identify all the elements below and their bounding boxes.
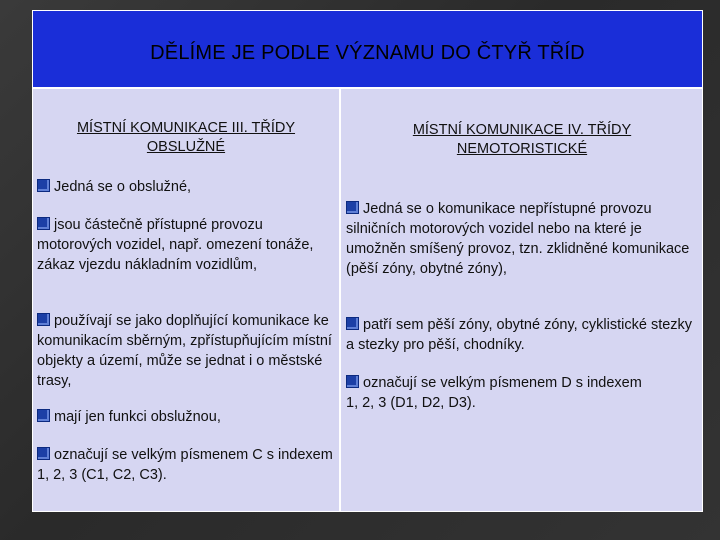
list-item-text: označují se velkým písmenem C s indexem 1, 2, 3 (C1, C2, C3). (37, 447, 333, 483)
list-item (37, 445, 335, 485)
column-title-line1: MÍSTNÍ KOMUNIKACE IV. TŘÍDY (412, 122, 632, 138)
list-item-text: jsou částečně přístupné provozu motorových vozidel, např. omezení tonáže, zákaz vjezdu nákladním vozidlům, (37, 217, 314, 273)
list-item (37, 407, 335, 427)
column-title-line2: OBSLUŽNÉ (146, 139, 226, 155)
list-item (346, 315, 698, 355)
checkbox-bullet-icon (346, 375, 359, 388)
list-item-text: patří sem pěší zóny, obytné zóny, cyklistické stezky a stezky pro pěší, chodníky. (346, 317, 693, 353)
column-title-line1: MÍSTNÍ KOMUNIKACE III. TŘÍDY (76, 120, 296, 136)
list-item-text: mají jen funkci obslužnou, (54, 409, 221, 425)
checkbox-bullet-icon (37, 313, 50, 326)
list-item (37, 311, 335, 391)
table-header (33, 11, 702, 89)
list-item (37, 177, 335, 197)
checkbox-bullet-icon (37, 179, 50, 192)
column-title-class-iv (346, 121, 698, 159)
column-title-class-iii (37, 119, 335, 157)
list-item-text: Jedná se o komunikace nepřístupné provozu silničních motorových vozidel nebo na které je umožněn smíšený provoz, tzn. zklidněné komunikace (pěší zóny, obytné zóny), (346, 201, 690, 277)
list-item-text: používají se jako doplňující komunikace ke komunikacím sběrným, zpřístupňujícím místní objekty a území, může se jednat i o městské trasy, (37, 313, 332, 389)
checkbox-bullet-icon (37, 217, 50, 230)
checkbox-bullet-icon (37, 447, 50, 460)
checkbox-bullet-icon (37, 409, 50, 422)
list-item (346, 199, 691, 279)
page-title: DĚLÍME JE PODLE VÝZNAMU DO ČTYŘ TŘÍD (150, 41, 585, 64)
list-item (346, 373, 646, 413)
checkbox-bullet-icon (346, 317, 359, 330)
list-item (37, 215, 335, 275)
list-item-text: Jedná se o obslužné, (54, 179, 192, 195)
classification-table (32, 10, 703, 512)
checkbox-bullet-icon (346, 201, 359, 214)
column-divider (339, 89, 341, 511)
list-item-text: označují se velkým písmenem D s indexem 1, 2, 3 (D1, D2, D3). (346, 375, 642, 411)
column-title-line2: NEMOTORISTICKÉ (456, 141, 588, 157)
